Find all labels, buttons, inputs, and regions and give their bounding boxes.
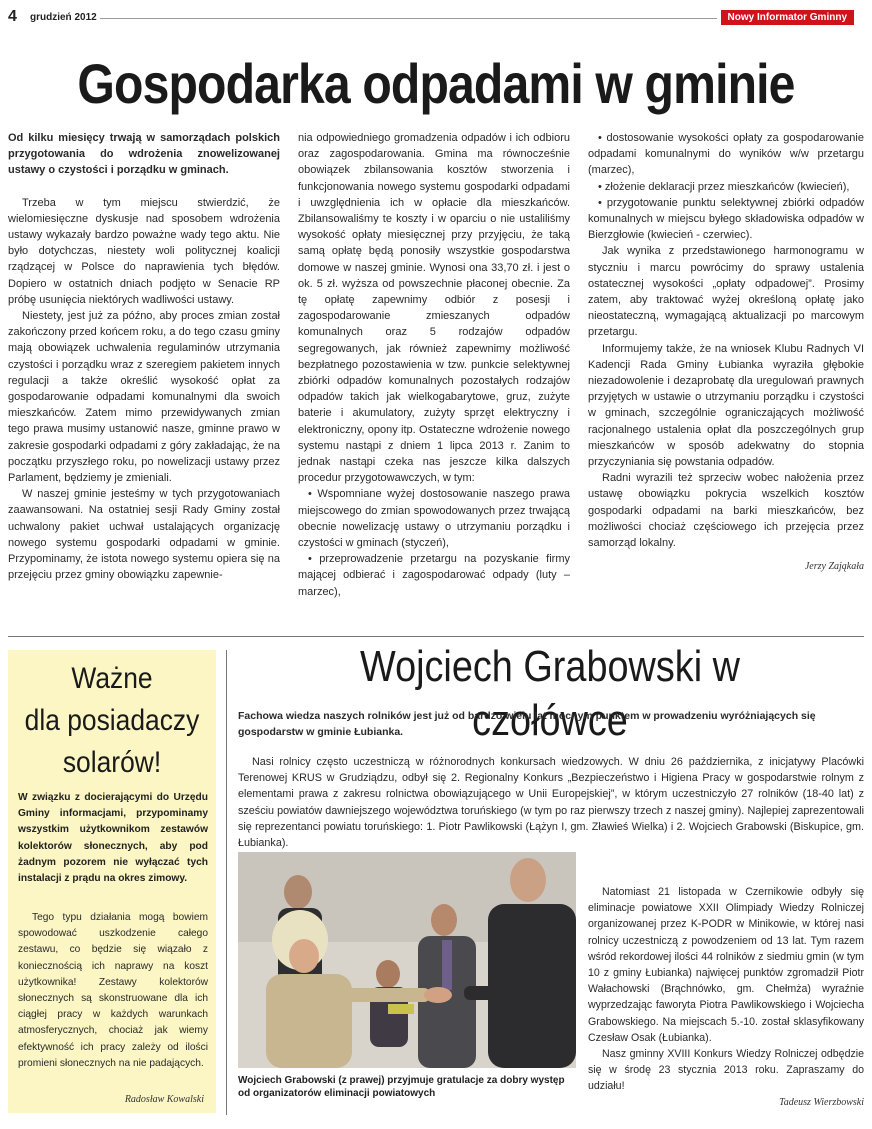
photo-caption: Wojciech Grabowski (z prawej) przyjmuje gratulacje za dobry występ od organizatorów eliminacji powiatowych	[238, 1075, 565, 1099]
article-column-2	[298, 130, 570, 600]
notice-box	[8, 650, 216, 1113]
paragraph: Natomiast 21 listopada w Czernikowie odbyły się eliminacje powiatowe XXII Olimpiady Wiedzy Rolniczej organizowanej przez K-PODR w Minikowie, w której nasi rolnicy uczestniczą z powodzeniem od 13 lat. Tym razem wśród rekordowej ilości 44 rolników z siedmiu gmin (w tym 10 z gminy Łubianka) najwięcej punktów zgromadził Piotr Wałachowski (Brąchnówko, gm. Chełmża) wyraźnie wyprzedzając faworyta Piotra Pawlikowskiego i Wojciecha Grabowskiego. Na miejscach 5.-10. został sklasyfikowany Czesław Osak (Łubianka).	[588, 886, 864, 1044]
column-divider	[226, 650, 227, 1115]
article-2-body-right	[588, 884, 864, 1111]
notice-lead: W związku z docierającymi do Urzędu Gminy informacjami, przypominamy wszystkim użytkownikom zestawów kolektorów słonecznych, aby pod żadnym pozorem nie wyłączać tych instalacji z prądu na okres zimowy.	[18, 792, 208, 885]
notice-title: Ważne dla posiadaczy solarów!	[24, 662, 200, 779]
article-2-lead: Fachowa wiedza naszych rolników jest już od bardzo wielu lat mocnym punktem w prowadzeniu wyróżniających się gospodarstw w gminie Łubianka.	[238, 710, 816, 738]
article-author: Jerzy Zająkała	[804, 561, 864, 573]
bullet-item: • przeprowadzenie przetargu na pozyskanie firmy mającej odbierać i zagospodarować odpady (luty – marzec),	[298, 553, 570, 598]
paragraph: nia odpowiedniego gromadzenia odpadów i ich odbioru oraz zagospodarowania. Gmina ma równocześnie obowiązek zbilansowania kosztów stworzenia i funkcjonowania nowego systemu gospodarki odpadami i uwzględnienia ich w opłacie dla mieszkańców. Zbilansowaliśmy te koszty i w oparciu o nie ustaliliśmy wysokość opłaty miesięcznej przy przyjęciu, że taką samą opłatę będą ponosiły wszystkie gospodarstwa domowe w naszej gminie. Wynosi ona 33,70 zł. i jest o ok. 5 zł. wyższa od powszechnie płaconej obecnie. Za tę opłatę zapewnimy odbiór z posesji i zagospodarowanie zmieszanych odpadów komunalnych oraz 5 rodzajów odpadów segregowanych, jak również zapewnimy możliwość bezpłatnego pozostawienia w tzw. punkcie selektywnej zbiórki odpadów komunalnych pozostałych rodzajów odpadów takich jak wielkogabarytowe, gruz, zużyte baterie i akumulatory, zużyty sprzęt elektryczny i elektroniczny, opony itp. Ostateczne wdrożenie nowego systemu nastąpi z dniem 1 lipca 2013 r. Zanim to jednak nastąpi czeka nas jeszcze kilka dalszych procedur przygotowawczych, w tym:	[298, 132, 570, 485]
article-column-1	[8, 130, 280, 583]
publication-name: Nowy Informator Gminny	[721, 10, 854, 25]
header-rule	[100, 18, 717, 19]
article-column-3	[588, 130, 864, 575]
article-lead: Od kilku miesięcy trwają w samorządach polskich przygotowania do wdrożenia znowelizowanej ustawy o czystości i porządku w gminach.	[8, 132, 280, 177]
paragraph: Radni wyrazili też sprzeciw wobec nałożenia przez ustawę obowiązku pokrycia wszelkich kosztów gospodarki odpadami na barki mieszkańców, bez możliwości chociaż częściowego ich przejęcia przez samorząd lokalny.	[588, 472, 864, 550]
paragraph: Informujemy także, że na wniosek Klubu Radnych VI Kadencji Rada Gminy Łubianka wyraziła głębokie niezadowolenie i dezaprobatę dla uregulowań prawnych przyjętych w ustawie o utrzymaniu porządku i czystości w gminach, szczególnie ograniczających możliwość racjonalnego ustalenia opłat dla poszczególnych grup mieszkańców w sposób adekwatny do stopnia przyczyniania się powstania odpadów.	[588, 342, 864, 469]
issue-date: grudzień 2012	[30, 12, 97, 23]
paragraph: Jak wynika z przedstawionego harmonogramu w styczniu i marcu powrócimy do sprawy ustalenia ostatecznej wysokości „opłaty odpadowej”. Prosimy zatem, aby traktować wyżej określoną opłatę jako nieostateczną, wymagającą aktualizacji po marcowym przetargu.	[588, 245, 864, 339]
paragraph: W naszej gminie jesteśmy w tych przygotowaniach zaawansowani. Na ostatniej sesji Rady Gminy został uchwalony pakiet uchwał ustalających organizację nowego systemu gospodarki odpadami w gminie. Przypominamy, że istota nowego systemu opiera się na przejęciu przez gminy obowiązku zapewnie-	[8, 488, 280, 582]
article-2-title: Wojciech Grabowski w czołówce	[360, 642, 740, 745]
page-number: 4	[8, 8, 17, 25]
paragraph: Nasz gminny XVIII Konkurs Wiedzy Rolniczej odbędzie się w środę 23 stycznia 2013 roku. Zapraszamy do udziału!	[588, 1048, 864, 1093]
article-2-author: Tadeusz Wierzbowski	[779, 1096, 864, 1108]
paragraph: Niestety, jest już za późno, aby proces zmian został zakończony przed końcem roku, a do tego czasu gminy mają obowiązek uchwalenia regulaminów utrzymania czystości i porządku wraz z szeregiem pakietem innych regulacji a także określić wysokość opłat za gospodarowanie odpadami komunalnymi dla swoich mieszkańców. Zatem mimo przewidywanych zmian tego prawa musimy ustanowić nasze, gminne prawo w zakresie gospodarki odpadami z góry zakładając, że na początku przyszłego roku, po nowelizacji ustawy przez Parlament, będziemy je zmieniali.	[8, 310, 280, 485]
article-2-body-top: Nasi rolnicy często uczestniczą w różnorodnych konkursach wiedzowych. W dniu 26 października, z inicjatywy Placówki Terenowej KRUS w Grudziądzu, odbył się 2. Regionalny Konkurs „Bezpieczeństwo i Higiena Pracy w gospodarstwie rolnym z elementami prawa z zakresu rolnictwa obowiązującego w Unii Europejskiej”, w którym uczestniczyło 27 rolników (18-40 lat) z sześciu powiatów dawniejszego województwa toruńskiego (w tym po raz pierwszy trzech z naszej gminy). Najlepiej zaprezentowali się reprezentanci powiatu toruńskiego: 1. Piotr Pawlikowski (Łążyn I, gm. Zławieś Wielka) i 2. Wojciech Grabowski (Biskupice, gm. Łubianka).	[238, 756, 864, 850]
bullet-item: • Wspomniane wyżej dostosowanie naszego prawa miejscowego do zmian spowodowanych przez trwającą obecnie nowelizację ustawy o utrzymaniu porządku i czystości w gminach (styczeń),	[298, 488, 570, 550]
bullet-item: • dostosowanie wysokości opłaty za gospodarowanie odpadami komunalnymi do wyników w/w przetargu (marzec),	[588, 132, 864, 177]
bullet-item: • przygotowanie punktu selektywnej zbiórki odpadów komunalnych w miejscu byłego składowiska odpadów w Bierzgłowie (kwiecień - czerwiec).	[588, 196, 864, 242]
bullet-item: • złożenie deklaracji przez mieszkańców (kwiecień),	[598, 180, 850, 193]
award-photo	[238, 852, 576, 1068]
section-divider	[8, 636, 864, 637]
article-title: Gospodarka odpadami w gminie	[77, 52, 795, 115]
notice-author: Radosław Kowalski	[124, 1094, 204, 1105]
notice-body: Tego typu działania mogą bowiem spowodować uszkodzenie całego zestawu, co będzie się wiązało z koniecznością ich naprawy na koszt użytkownika! Zestawy kolektorów słonecznych są skonstruowane dla ich ciągłej pracy w każdych warunkach atmosferycznych, chociaż jak wiemy efektywność ich pracy zależy od ilości promieni słonecznych na nie padających.	[18, 912, 208, 1069]
paragraph: Trzeba w tym miejscu stwierdzić, że wielomiesięczne dyskusje nad sposobem wdrożenia ustawy wykazały bardzo poważne wady tego aktu. Nie było dotychczas, niestety woli politycznej koalicji rządzącej w Polsce do naprawienia tych błędów. Dopiero w ostatnich dniach podjęto w Senacie RP próbę usunięcia niektórych wadliwości ustawy.	[8, 196, 280, 306]
